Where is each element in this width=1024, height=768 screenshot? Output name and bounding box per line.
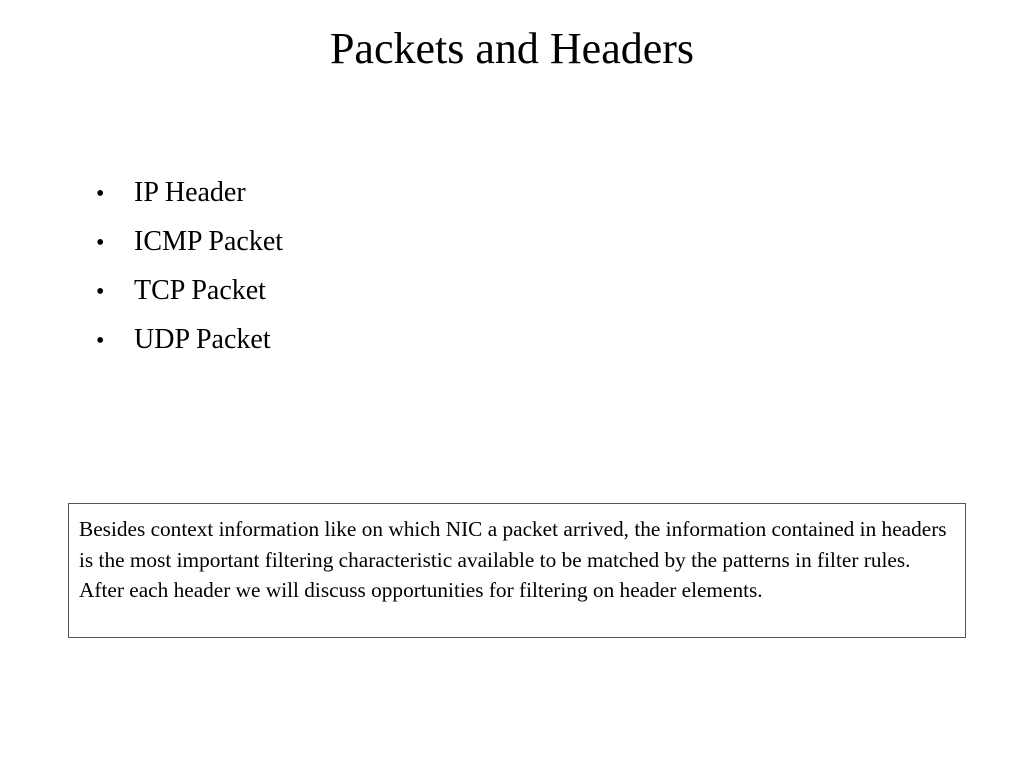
bullet-text: ICMP Packet	[134, 226, 284, 257]
note-text: Besides context information like on which NIC a packet arrived, the information contained in headers is the most important filtering characteristic available to be matched by the patterns in filter rules. After each header we will discuss opportunities for filtering on header elements.	[79, 517, 947, 602]
bullet-item	[96, 315, 283, 364]
note-box	[68, 503, 966, 638]
bullet-text: UDP Packet	[134, 324, 271, 355]
bullet-marker: •	[96, 328, 105, 354]
bullet-item	[96, 168, 283, 217]
bullet-text: IP Header	[134, 177, 246, 208]
bullet-marker: •	[96, 230, 105, 256]
bullet-list	[96, 168, 283, 364]
slide-title: Packets and Headers	[329, 24, 695, 73]
bullet-marker: •	[96, 181, 105, 207]
bullet-item	[96, 217, 283, 266]
bullet-marker: •	[96, 279, 105, 305]
bullet-item	[96, 266, 283, 315]
bullet-text: TCP Packet	[134, 275, 266, 306]
